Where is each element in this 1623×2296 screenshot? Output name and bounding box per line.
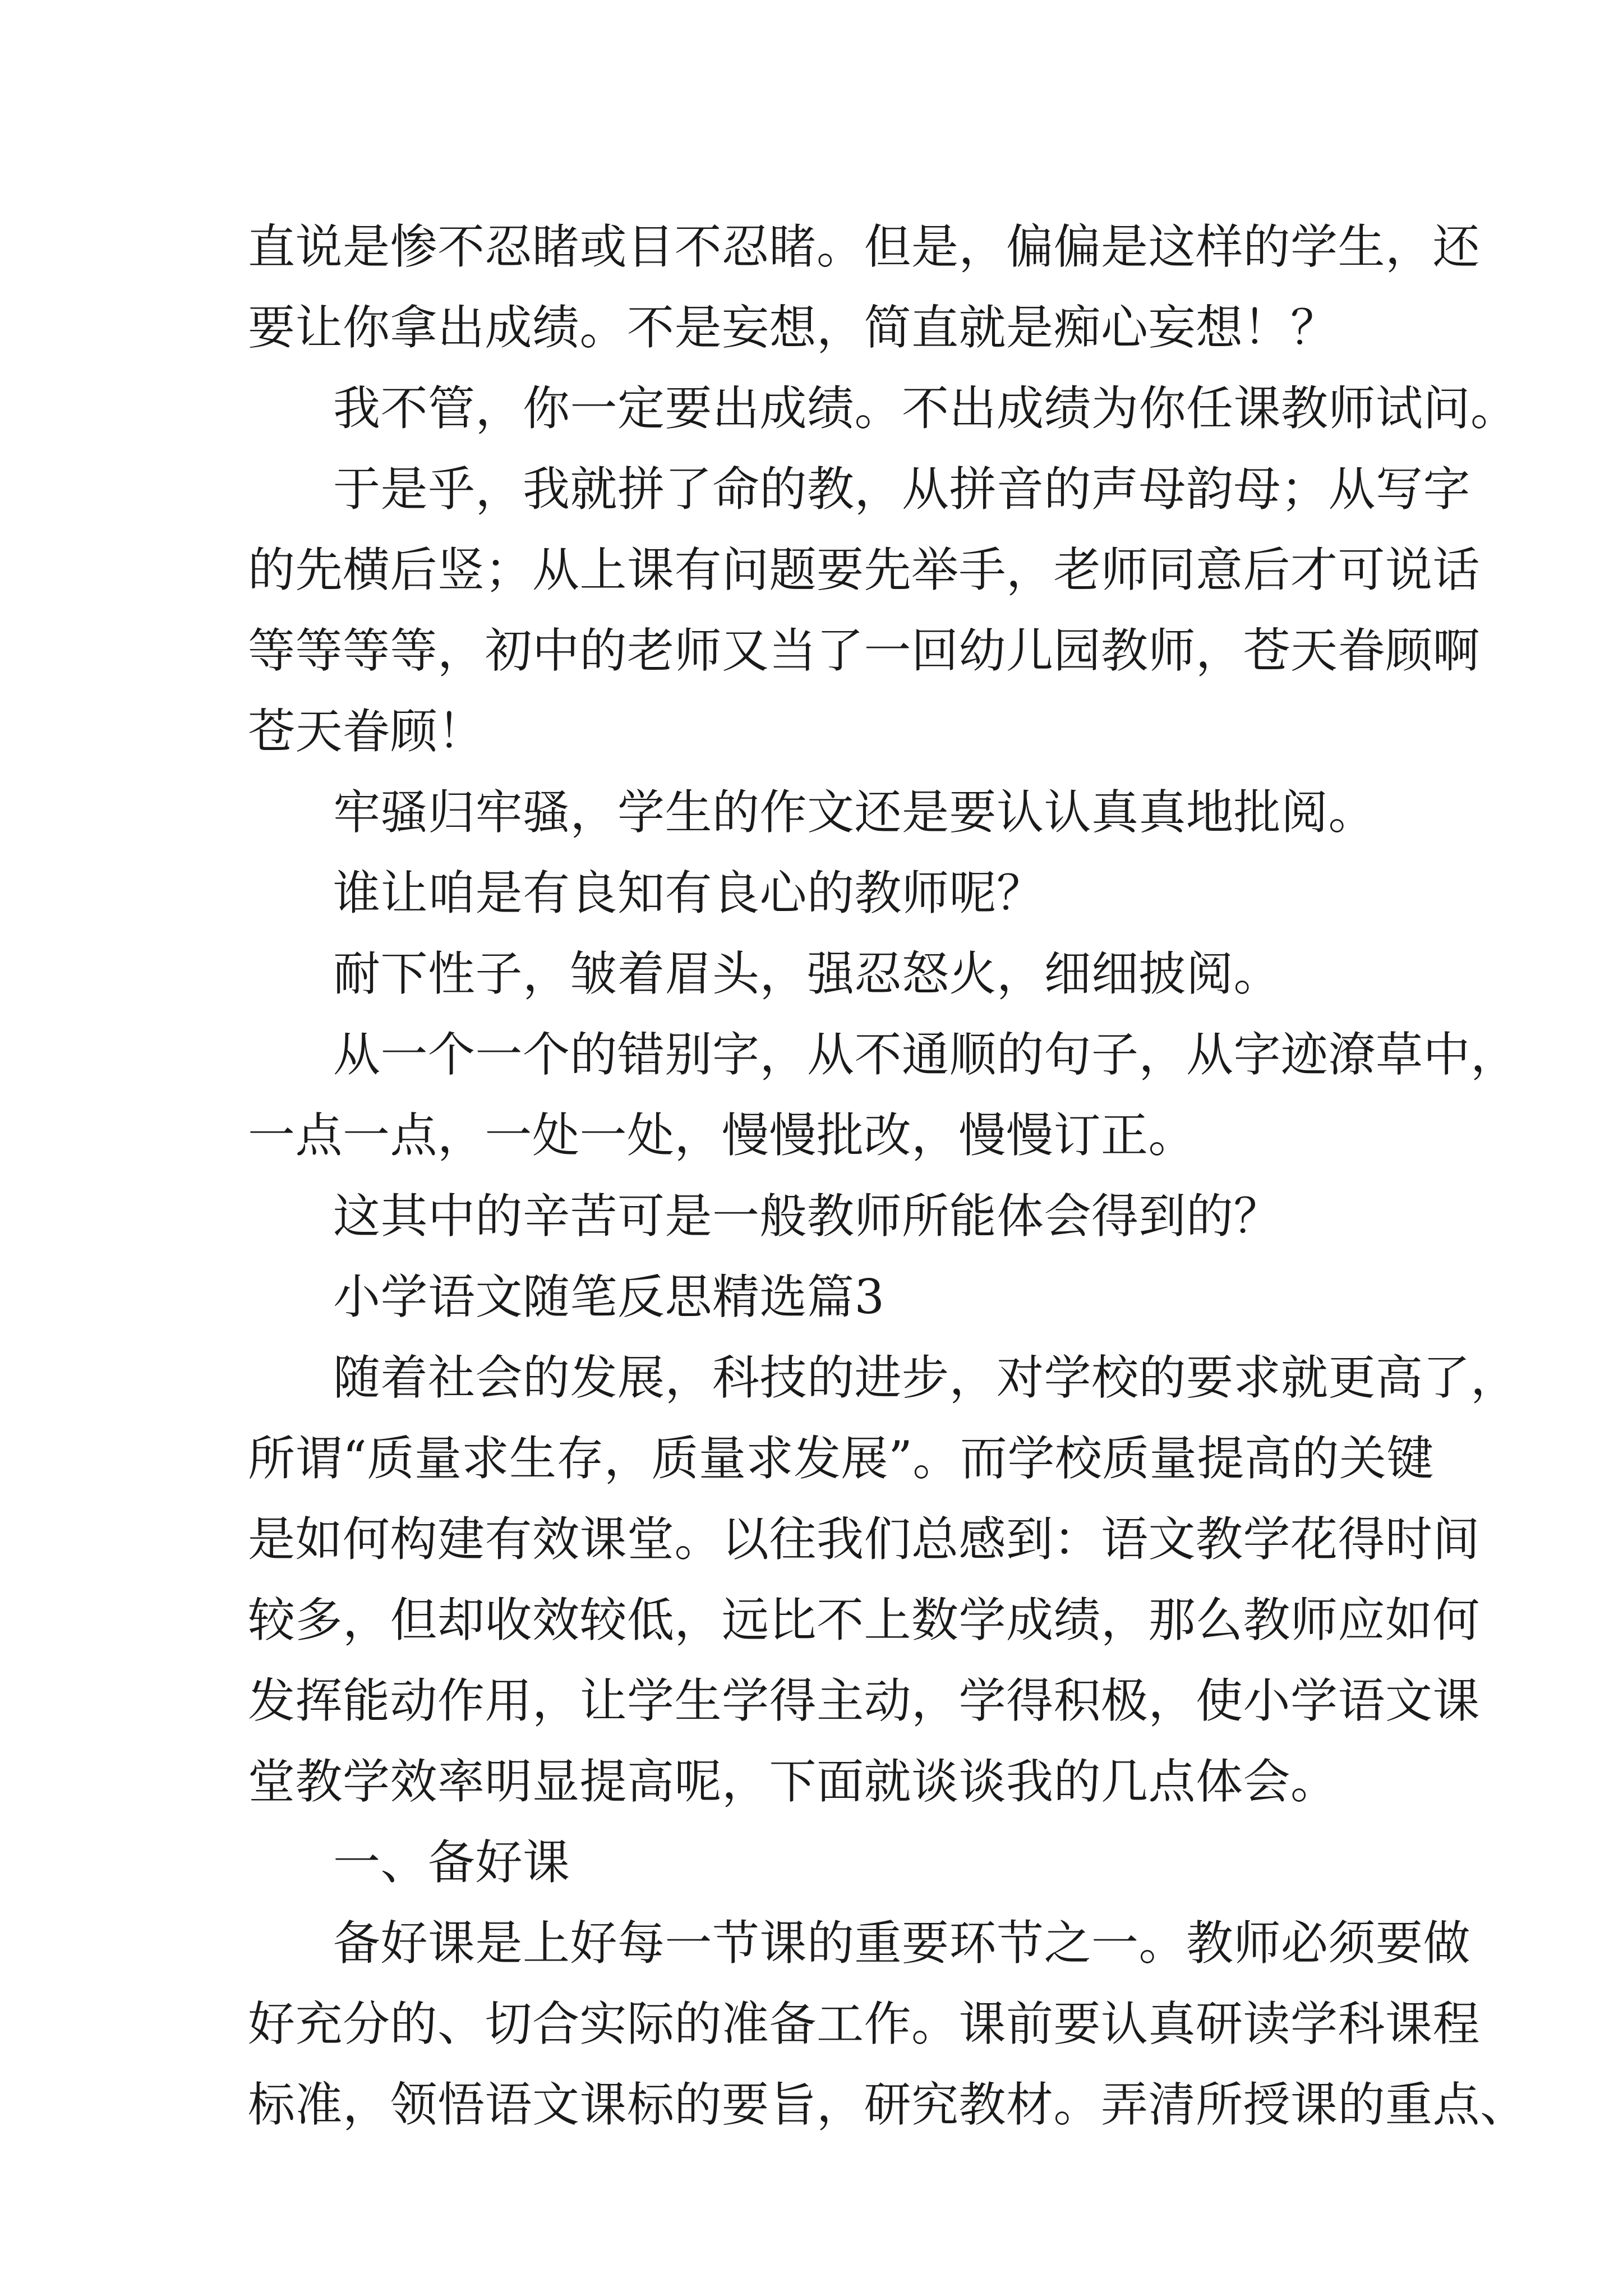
paragraph-line: 随着社会的发展，科技的进步，对学校的要求就更高了，	[333, 1350, 1518, 1405]
text-line: 等等等等，初中的老师又当了一回幼儿园教师，苍天眷顾啊	[248, 623, 1481, 678]
paragraph-line: 我不管，你一定要出成绩。不出成绩为你任课教师试问。	[333, 381, 1518, 436]
subsection-heading: 一、备好课	[333, 1835, 570, 1890]
text-line: 直说是惨不忍睹或目不忍睹。但是，偏偏是这样的学生，还	[248, 219, 1481, 274]
text-line: 堂教学效率明显提高呢，下面就谈谈我的几点体会。	[248, 1754, 1338, 1809]
paragraph-line: 备好课是上好每一节课的重要环节之一。教师必须要做	[333, 1916, 1471, 1971]
paragraph-line: 于是乎，我就拼了命的教，从拼音的声母韵母；从写字	[333, 462, 1471, 517]
text-line: 的先横后竖；从上课有问题要先举手，老师同意后才可说话	[248, 542, 1481, 597]
paragraph-line: 牢骚归牢骚，学生的作文还是要认认真真地批阅。	[333, 785, 1376, 840]
text-line: 好充分的、切合实际的准备工作。课前要认真研读学科课程	[248, 1996, 1481, 2051]
text-line: 所谓“质量求生存，质量求发展”。而学校质量提高的关键	[248, 1431, 1434, 1486]
text-line: 标准，领悟语文课标的要旨，研究教材。弄清所授课的重点、	[248, 2077, 1528, 2132]
section-heading: 小学语文随笔反思精选篇3	[333, 1269, 885, 1324]
text-line: 是如何构建有效课堂。以往我们总感到：语文教学花得时间	[248, 1512, 1481, 1567]
paragraph-line: 耐下性子，皱着眉头，强忍怒火，细细披阅。	[333, 946, 1281, 1001]
text-line: 一点一点，一处一处，慢慢批改，慢慢订正。	[248, 1108, 1196, 1163]
text-line: 苍天眷顾！	[248, 704, 485, 759]
text-line: 要让你拿出成绩。不是妄想，简直就是痴心妄想！？	[248, 300, 1338, 355]
paragraph-line: 这其中的辛苦可是一般教师所能体会得到的？	[333, 1189, 1281, 1244]
document-body	[248, 206, 1528, 2145]
paragraph-line: 谁让咱是有良知有良心的教师呢？	[333, 866, 1044, 921]
text-line: 较多，但却收效较低，远比不上数学成绩，那么教师应如何	[248, 1593, 1481, 1648]
text-line: 发挥能动作用，让学生学得主动，学得积极，使小学语文课	[248, 1673, 1481, 1728]
paragraph-line: 从一个一个的错别字，从不通顺的句子，从字迹潦草中，	[333, 1027, 1518, 1082]
